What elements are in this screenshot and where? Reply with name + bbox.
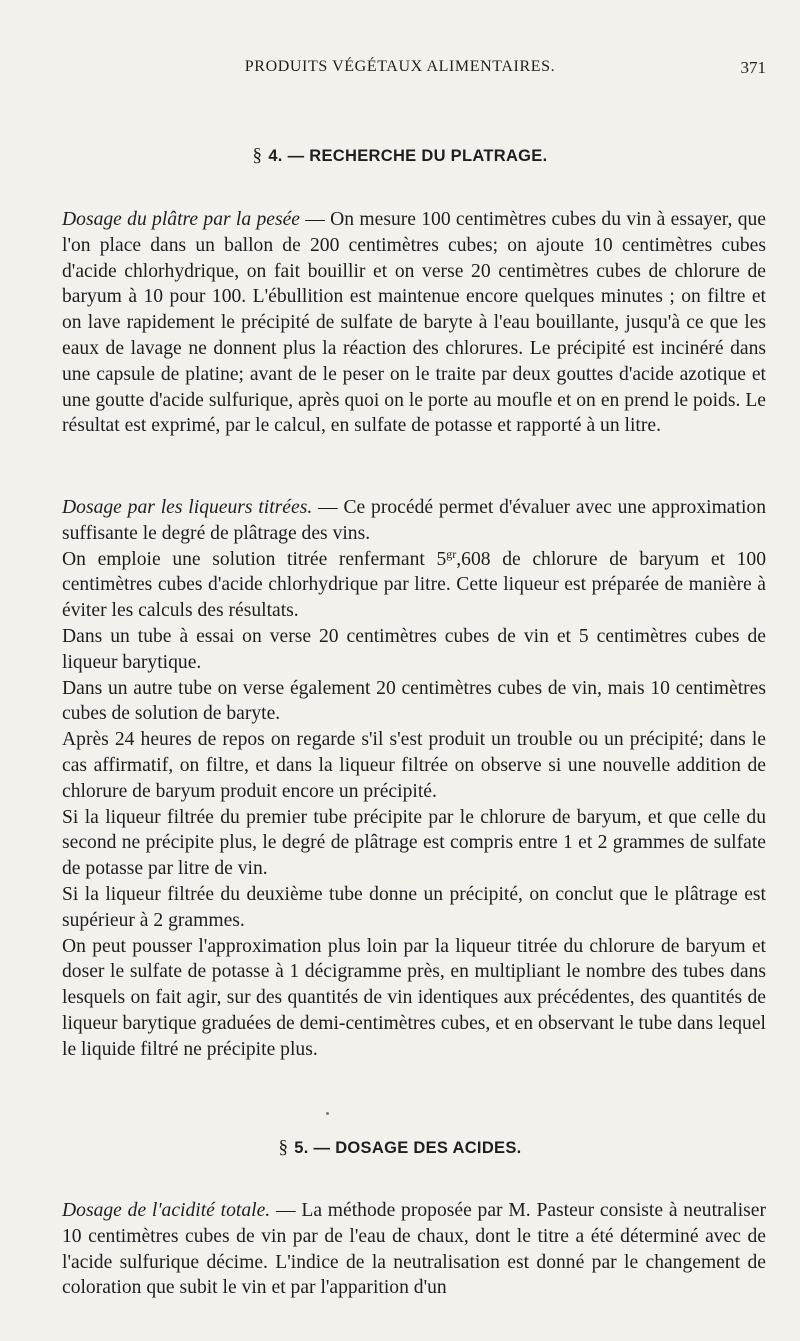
paragraph-solution-titree: [62, 547, 766, 624]
paragraph-text: ,608 de chlorure de baryum et 100 centimètres cubes d'acide chlorhydrique par litre. Cette liqueur est préparée de manière à éviter les calculs des résultats.: [62, 548, 766, 622]
paragraph-repos: Après 24 heures de repos on regarde s'il s'est produit un trouble ou un précipité; dans le cas affirmatif, on filtre, et dans la liqueur filtrée on observe si une nouvelle addition de chlorure de baryum produit encore un précipité.: [62, 729, 766, 802]
section-5-title: 5. — DOSAGE DES ACIDES.: [294, 1139, 522, 1157]
paragraph-text: On emploie une solution titrée renfermant 5: [62, 548, 447, 570]
paragraph-tube-2: Dans un autre tube on verse également 20 centimètres cubes de vin, mais 10 centimètres cubes de solution de baryte.: [62, 677, 766, 725]
print-speck: [326, 1112, 329, 1115]
section-4-heading: [0, 145, 800, 167]
page-header: [0, 58, 800, 82]
paragraph-approximation: On peut pousser l'approximation plus loin par la liqueur titrée du chlorure de baryum et doser le sulfate de potasse à 1 décigramme près, en multipliant le nombre des tubes dans lesquels on fait agir, sur des quantités de vin identiques aux précédentes, des quantités de liqueur barytique graduées de demi-centimètres cubes, et en observant le tube dans lequel le liquide filtré ne précipite plus.: [62, 935, 766, 1060]
section-4-body-part2: [62, 495, 766, 1063]
paragraph-dosage-liqueurs: [62, 495, 766, 547]
paragraph-deuxieme-tube: Si la liqueur filtrée du deuxième tube donne un précipité, on conclut que le plâtrage est supérieur à 2 grammes.: [62, 883, 766, 931]
running-head: PRODUITS VÉGÉTAUX ALIMENTAIRES.: [244, 58, 556, 75]
section-5-body: [62, 1198, 766, 1301]
paragraph-lead: Dosage du plâtre par la pesée: [62, 209, 300, 230]
paragraph-lead: Dosage de l'acidité totale.: [62, 1200, 271, 1221]
section-4-title: 4. — RECHERCHE DU PLATRAGE.: [268, 147, 548, 165]
section-5-heading: [0, 1137, 800, 1159]
section-sign: §: [252, 145, 263, 166]
paragraph-text: — Ce procédé permet d'évaluer avec une approximation suffisante le degré de plâtrage des vins.: [62, 497, 766, 544]
paragraph-premier-tube: Si la liqueur filtrée du premier tube précipite par le chlorure de baryum, et que celle du second ne précipite plus, le degré de plâtrage est compris entre 1 et 2 grammes de sulfate de potasse par litre de vin.: [62, 806, 766, 880]
section-4-body-part1: [62, 207, 766, 439]
paragraph-lead: Dosage par les liqueurs titrées.: [62, 497, 313, 518]
paragraph-acidite-totale: [62, 1198, 766, 1301]
paragraph-text: — On mesure 100 centimètres cubes du vin à essayer, que l'on place dans un ballon de 200 centimètres cubes; on ajoute 10 centimètres cubes d'acide chlorhydrique, on fait bouillir et on verse 20 centimètres cubes de chlorure de baryum à 10 pour 100. L'ébullition est maintenue encore quelques minutes ; on filtre et on lave rapidement le précipité de sulfate de baryte à l'eau bouillante, jusqu'à ce que les eaux de lavage ne donnent plus la réaction des chlorures. Le précipité est incinéré dans une capsule de platine; avant de le peser on le traite par deux gouttes d'acide azotique et une goutte d'acide sulfurique, après quoi on le porte au moufle et on en prend le poids. Le résultat est exprimé, par le calcul, en sulfate de potasse et rapporté à un litre.: [62, 209, 766, 437]
paragraph-text: — La méthode proposée par M. Pasteur consiste à neutraliser 10 centimètres cubes de vin par de l'eau de chaux, dont le titre a été déterminé avec de l'acide sulfurique décime. L'indice de la neutralisation est donné par le changement de coloration que subit le vin et par l'apparition d'un: [62, 1200, 766, 1299]
section-sign: §: [278, 1137, 289, 1158]
page-number: 371: [740, 58, 766, 77]
paragraph-tube-1: Dans un tube à essai on verse 20 centimètres cubes de vin et 5 centimètres cubes de liqueur barytique.: [62, 625, 766, 673]
paragraph-dosage-platre-pesee: [62, 207, 766, 439]
unit-superscript: gr: [446, 546, 457, 561]
